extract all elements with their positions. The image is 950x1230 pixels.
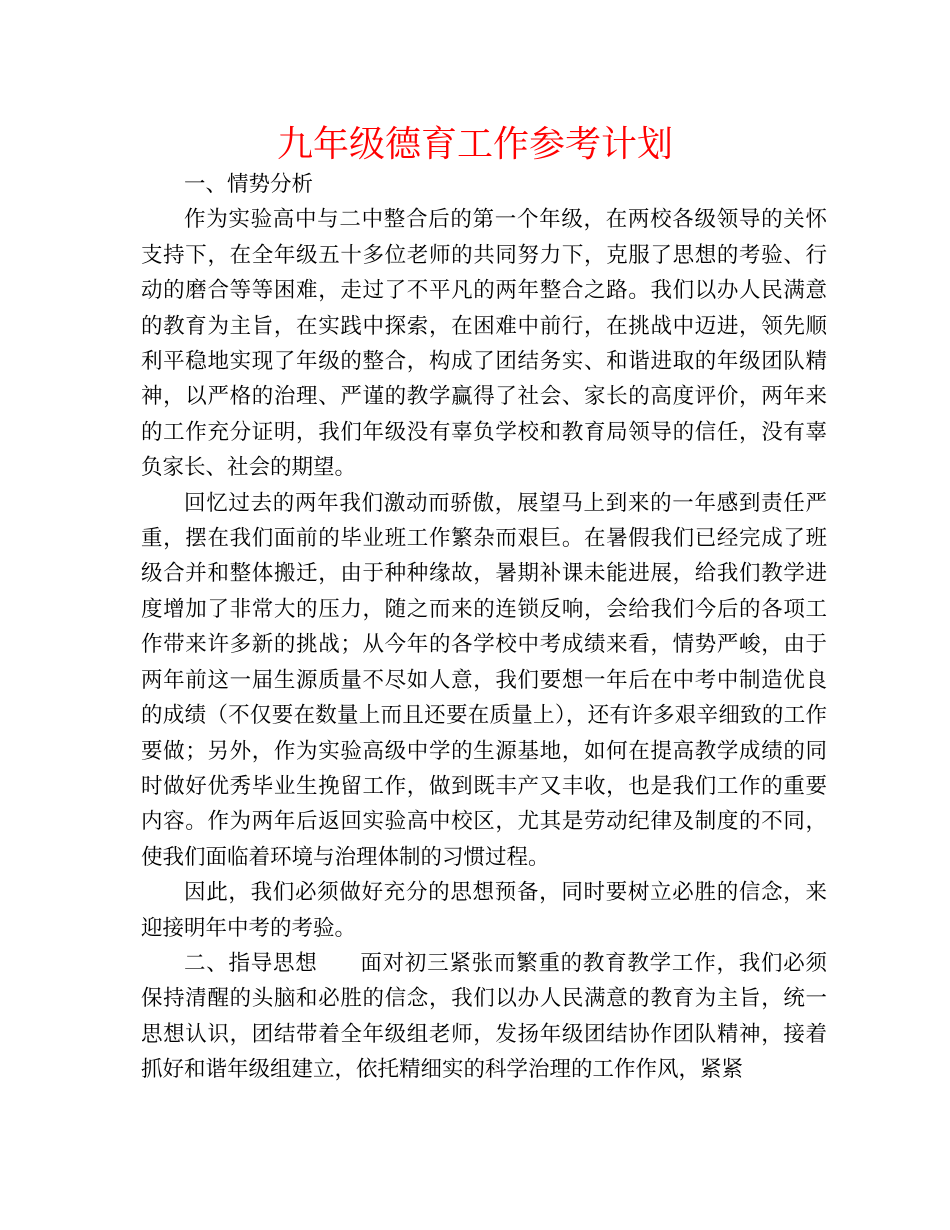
section-heading: 二、指导思想	[184, 950, 318, 976]
document-title: 九年级德育工作参考计划	[276, 124, 673, 165]
paragraph: 回忆过去的两年我们激动而骄傲，展望马上到来的一年感到责任严重，摆在我们面前的毕业班工作繁杂而艰巨。在暑假我们已经完成了班级合并和整体搬迁，由于种种缘故，暑期补课未能进展，给我们教学进度增加了非常大的压力，随之而来的连锁反响，会给我们今后的各项工作带来许多新的挑战；从今年的各学校中考成绩来看，情势严峻，由于两年前这一届生源质量不尽如人意，我们要想一年后在中考中制造优良的成绩（不仅要在数量上而且还要在质量上），还有许多艰辛细致的工作要做；另外，作为实验高级中学的生源基地，如何在提高教学成绩的同时做好优秀毕业生挽留工作，做到既丰产又丰收，也是我们工作的重要内容。作为两年后返回实验高中校区，尤其是劳动纪律及制度的不同，使我们面临着环境与治理体制的习惯过程。	[141, 490, 827, 870]
document-body	[141, 167, 827, 1088]
paragraph-text: 面对初三紧张而繁重的教育教学工作，我们必须保持清醒的头脑和必胜的信念，我们以办人民满意的教育为主旨，统一思想认识，团结带着全年级组老师，发扬年级团结协作团队精神，接着抓好和谐年级组建立，依托精细实的科学治理的工作作风，紧紧	[141, 950, 827, 1083]
paragraph-with-heading	[141, 946, 827, 1088]
paragraph: 作为实验高中与二中整合后的第一个年级，在两校各级领导的关怀支持下，在全年级五十多位老师的共同努力下，克服了思想的考验、行动的磨合等等困难，走过了不平凡的两年整合之路。我们以办人民满意的教育为主旨，在实践中探索，在困难中前行，在挑战中迈进，领先顺利平稳地实现了年级的整合，构成了团结务实、和谐进取的年级团队精神，以严格的治理、严谨的教学赢得了社会、家长的高度评价，两年来的工作充分证明，我们年级没有辜负学校和教育局领导的信任，没有辜负家长、社会的期望。	[141, 207, 827, 481]
section-heading: 一、情势分析	[184, 172, 314, 197]
paragraph: 因此，我们必须做好充分的思想预备，同时要树立必胜的信念，来迎接明年中考的考验。	[141, 880, 827, 941]
